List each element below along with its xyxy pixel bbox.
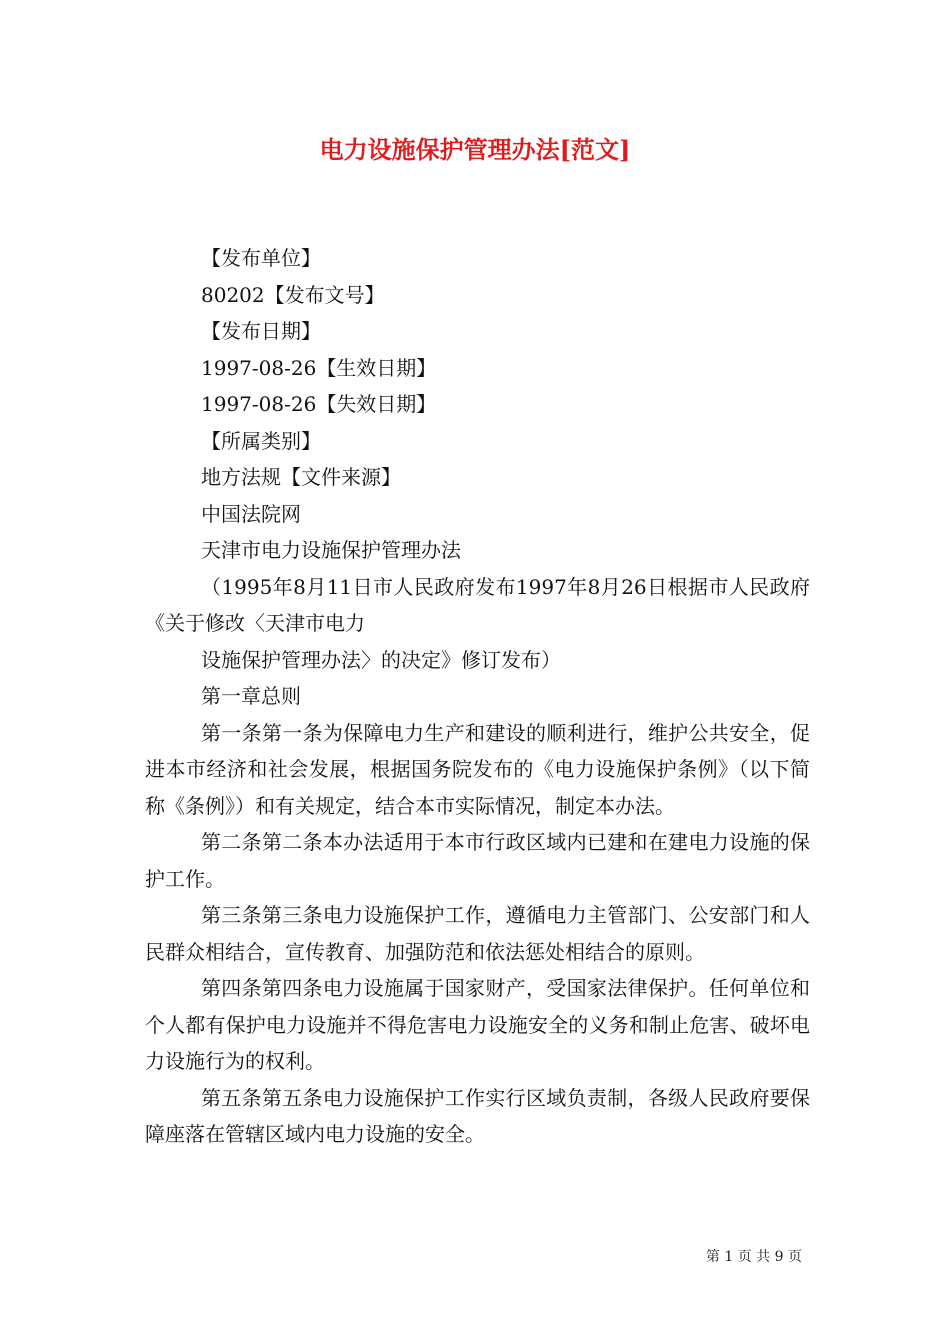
revision-note: （1995年8月11日市人民政府发布1997年8月26日根据市人民政府《关于修改〈天津市电力 — [145, 574, 810, 635]
meta-line-source-name: 中国法院网 — [201, 501, 301, 526]
article-2: 第二条第二条本办法适用于本市行政区域内已建和在建电力设施的保护工作。 — [145, 830, 810, 891]
document-body — [145, 240, 810, 1153]
article-3: 第三条第三条电力设施保护工作，遵循电力主管部门、公安部门和人民群众相结合，宣传教育、加强防范和依法惩处相结合的原则。 — [145, 903, 810, 964]
chapter-heading: 第一章总则 — [201, 684, 301, 708]
meta-line-publish-date: 【发布日期】 — [201, 319, 321, 343]
meta-line-effective-date: 1997-08-26【生效日期】 — [201, 355, 437, 380]
document-title: 电力设施保护管理办法[范文] — [319, 135, 631, 164]
page-number-footer: 第 1 页 共 9 页 — [705, 1249, 802, 1265]
meta-line-doc-number: 80202【发布文号】 — [201, 282, 385, 307]
meta-line-expiry-date: 1997-08-26【失效日期】 — [201, 392, 437, 416]
article-1: 第一条第一条为保障电力生产和建设的顺利进行，维护公共安全，促进本市经济和社会发展，根据国务院发布的《电力设施保护条例》（以下简称《条例》）和有关规定，结合本市实际情况，制定本办法。 — [145, 720, 810, 818]
document-subtitle: 天津市电力设施保护管理办法 — [201, 538, 461, 562]
revision-note-continued: 设施保护管理办法〉的决定》修订发布） — [201, 647, 561, 672]
meta-line-publisher: 【发布单位】 — [201, 246, 321, 270]
meta-line-source: 地方法规【文件来源】 — [201, 465, 401, 489]
article-4: 第四条第四条电力设施属于国家财产，受国家法律保护。任何单位和个人都有保护电力设施并不得危害电力设施安全的义务和制止危害、破坏电力设施行为的权利。 — [145, 976, 810, 1073]
meta-line-category: 【所属类别】 — [201, 428, 321, 453]
article-5: 第五条第五条电力设施保护工作实行区域负责制，各级人民政府要保障座落在管辖区域内电力设施的安全。 — [145, 1085, 810, 1146]
